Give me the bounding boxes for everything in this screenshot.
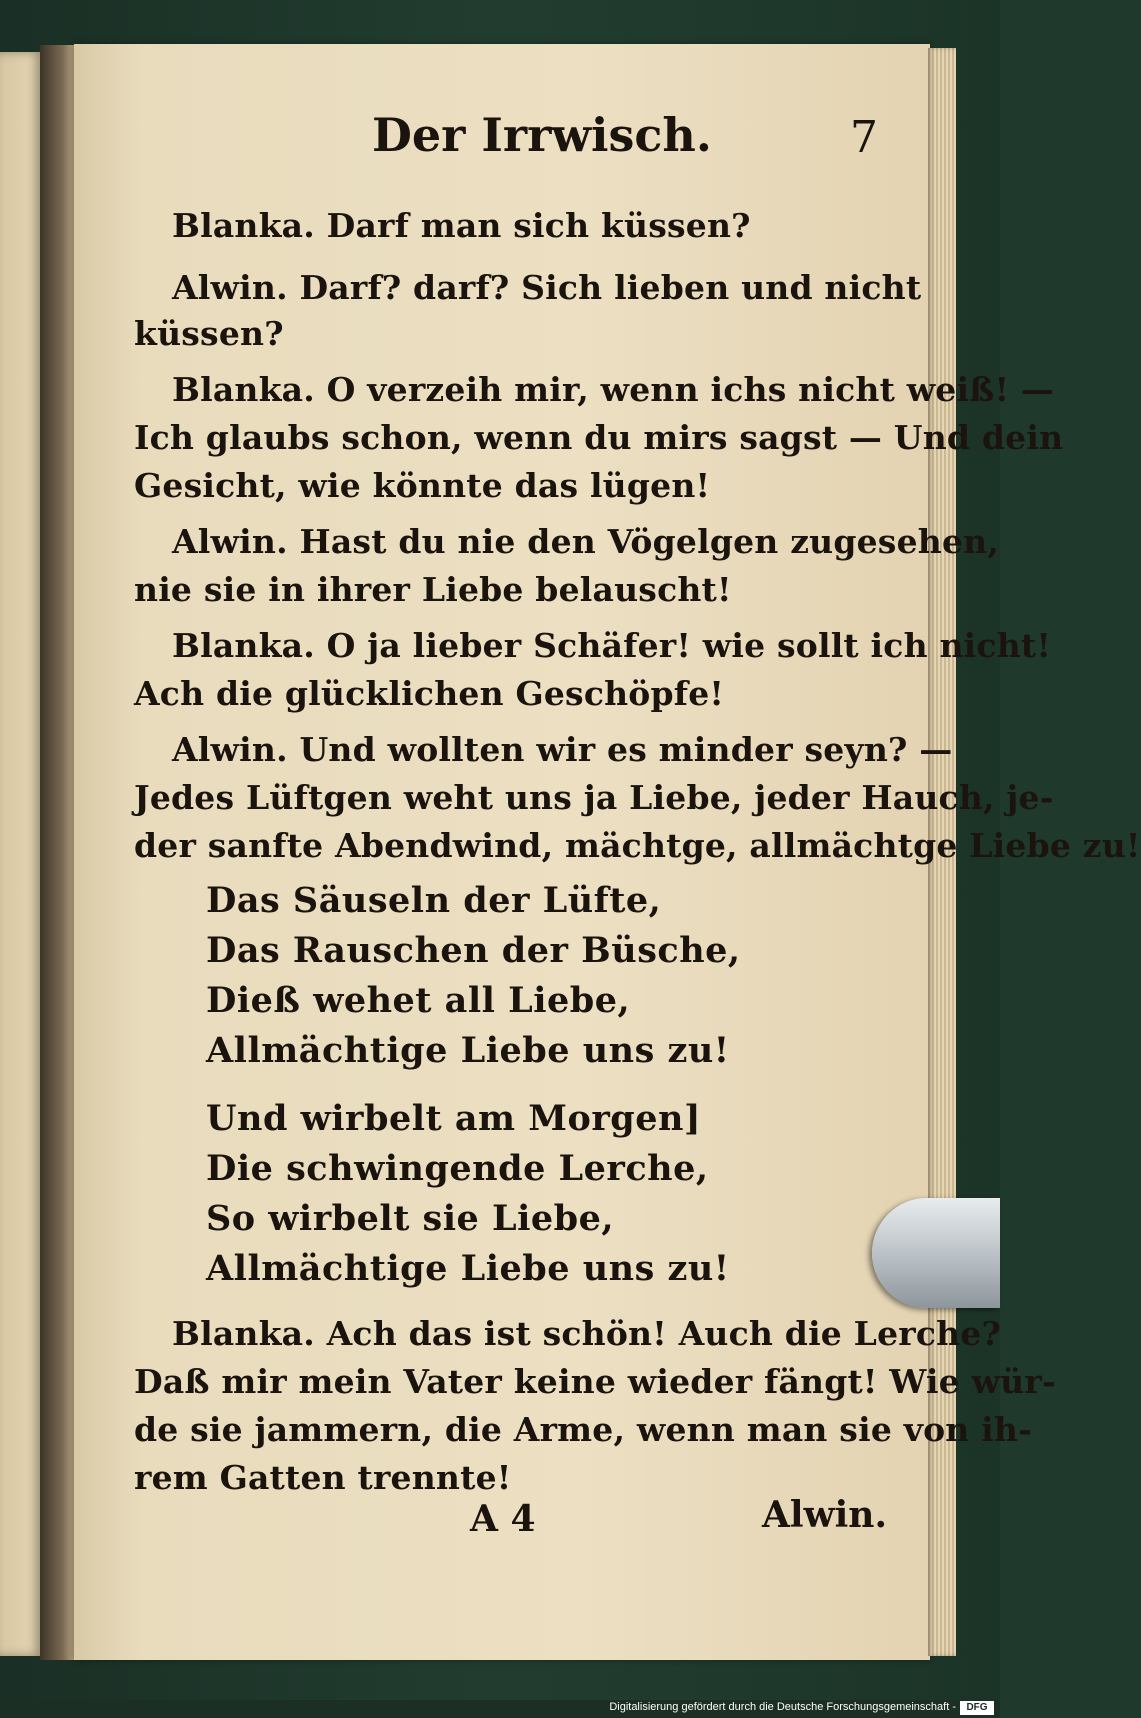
text-line: Alwin. Darf? darf? Sich lieben und nicht	[172, 268, 922, 307]
running-title: Der Irrwisch.	[372, 108, 712, 162]
signature-mark: A 4	[470, 1498, 536, 1540]
verse-line: Und wirbelt am Morgen]	[206, 1098, 702, 1139]
text-line: nie sie in ihrer Liebe belauscht!	[134, 570, 732, 609]
text-line: de sie jammern, die Arme, wenn man sie von ih-	[134, 1410, 1032, 1449]
text-line: Alwin. Hast du nie den Vögelgen zugesehen,	[172, 522, 1000, 561]
text-line: Daß mir mein Vater keine wieder fängt! Wie wür-	[134, 1362, 1056, 1401]
verse-line: So wirbelt sie Liebe,	[206, 1198, 615, 1239]
verse-line: Das Säuseln der Lüfte,	[206, 880, 662, 921]
catchword: Alwin.	[762, 1494, 887, 1536]
text-line: rem Gatten trennte!	[134, 1458, 512, 1497]
text-line: Blanka. Darf man sich küssen?	[172, 206, 751, 245]
verse-line: Allmächtige Liebe uns zu!	[206, 1030, 730, 1071]
text-line: Alwin. Und wollten wir es minder seyn? —	[172, 730, 953, 769]
text-line: Ich glaubs schon, wenn du mirs sagst — Und dein	[134, 418, 1064, 457]
digitization-note: Digitalisierung gefördert durch die Deutsche Forschungsgemeinschaft -	[609, 1701, 956, 1713]
text-line: küssen?	[134, 314, 284, 353]
page-number: 7	[850, 112, 878, 163]
text-line: Blanka. O ja lieber Schäfer! wie sollt ich nicht!	[172, 626, 1052, 665]
text-line: Blanka. Ach das ist schön! Auch die Lerche?	[172, 1314, 1002, 1353]
verse-line: Die schwingende Lerche,	[206, 1148, 709, 1189]
text-line: Ach die glücklichen Geschöpfe!	[134, 674, 725, 713]
facing-page-edge	[0, 52, 42, 1656]
verse-line: Dieß wehet all Liebe,	[206, 980, 631, 1021]
dfg-logo: DFG	[960, 1701, 994, 1715]
text-line: Blanka. O verzeih mir, wenn ichs nicht weiß! —	[172, 370, 1055, 409]
text-line: Jedes Lüftgen weht uns ja Liebe, jeder Hauch, je-	[134, 778, 1054, 817]
page-clip	[872, 1198, 1000, 1308]
text-line: Gesicht, wie könnte das lügen!	[134, 466, 711, 505]
verse-line: Allmächtige Liebe uns zu!	[206, 1248, 730, 1289]
text-line: der sanfte Abendwind, mächtge, allmächtge Liebe zu!	[134, 826, 1141, 865]
book-gutter	[40, 45, 78, 1660]
verse-line: Das Rauschen der Büsche,	[206, 930, 741, 971]
